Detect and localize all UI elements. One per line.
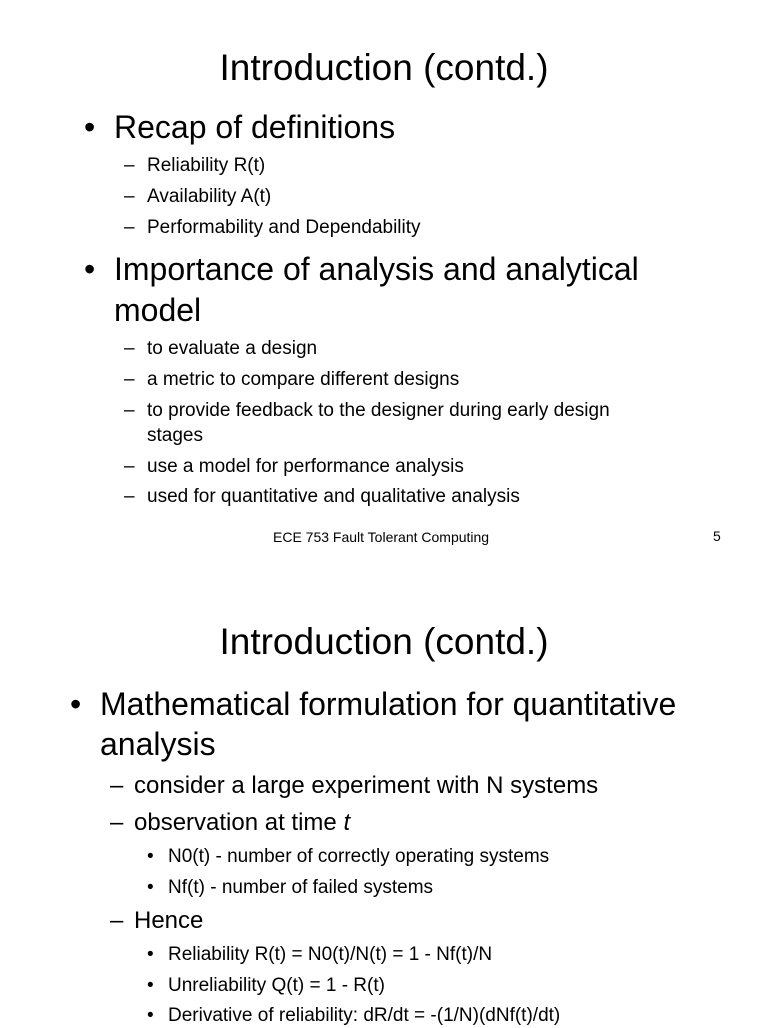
footer-course: ECE 753 Fault Tolerant Computing (273, 529, 490, 545)
dash-marker: – (124, 186, 135, 207)
bullet-marker: • (84, 251, 96, 287)
subitem-observation-text: observation at time (134, 809, 344, 836)
subitem-reliability: Reliability R(t) (147, 155, 266, 176)
subitem-hence: Hence (134, 907, 204, 934)
dot-marker: • (147, 877, 154, 898)
dash-marker: – (110, 809, 124, 836)
subitem-large-experiment: consider a large experiment with N systems (134, 772, 599, 799)
dash-marker: – (124, 486, 135, 507)
dash-marker: – (124, 155, 135, 176)
slide-1-title: Introduction (contd.) (219, 47, 549, 88)
subitem-feedback-continuation: stages (147, 425, 203, 446)
footer-page-number: 5 (713, 528, 721, 544)
point-nf: Nf(t) - number of failed systems (168, 877, 434, 898)
subitem-evaluate-design: to evaluate a design (147, 338, 318, 359)
bullet-math-formulation-line1: Mathematical formulation for quantitative (100, 686, 677, 722)
dash-marker: – (124, 338, 135, 359)
dot-marker: • (147, 1005, 154, 1026)
dash-marker: – (110, 907, 124, 934)
bullet-importance-line1: Importance of analysis and analytical (114, 251, 639, 287)
dash-marker: – (124, 400, 135, 421)
subitem-feedback: to provide feedback to the designer during early design (147, 400, 610, 421)
slide-2 (0, 560, 768, 1024)
point-reliability: Reliability R(t) = N0(t)/N(t) = 1 - Nf(t)/N (168, 944, 493, 965)
subitem-performability: Performability and Dependability (147, 217, 421, 238)
dash-marker: – (110, 772, 124, 799)
dot-marker: • (147, 944, 154, 965)
bullet-importance-line2: model (114, 292, 202, 328)
bullet-math-formulation-line2: analysis (100, 726, 216, 762)
subitem-quant-qual: used for quantitative and qualitative analysis (147, 486, 520, 507)
dash-marker: – (124, 217, 135, 238)
subitem-metric-compare: a metric to compare different designs (147, 369, 460, 390)
slide-2-title: Introduction (contd.) (219, 621, 549, 662)
bullet-marker: • (70, 686, 82, 722)
bullet-recap-definitions: Recap of definitions (114, 109, 396, 145)
subitem-observation (134, 808, 350, 838)
subitem-observation-variable: t (343, 809, 351, 836)
bullet-marker: • (84, 109, 96, 145)
dot-marker: • (147, 846, 154, 867)
point-derivative: Derivative of reliability: dR/dt = -(1/N)(dNf(t)/dt) (168, 1005, 561, 1026)
point-unreliability: Unreliability Q(t) = 1 - R(t) (168, 975, 385, 996)
subitem-performance-analysis: use a model for performance analysis (147, 456, 464, 477)
dot-marker: • (147, 975, 154, 996)
point-n0: N0(t) - number of correctly operating systems (168, 846, 550, 867)
subitem-availability: Availability A(t) (147, 186, 272, 207)
dash-marker: – (124, 369, 135, 390)
dash-marker: – (124, 456, 135, 477)
